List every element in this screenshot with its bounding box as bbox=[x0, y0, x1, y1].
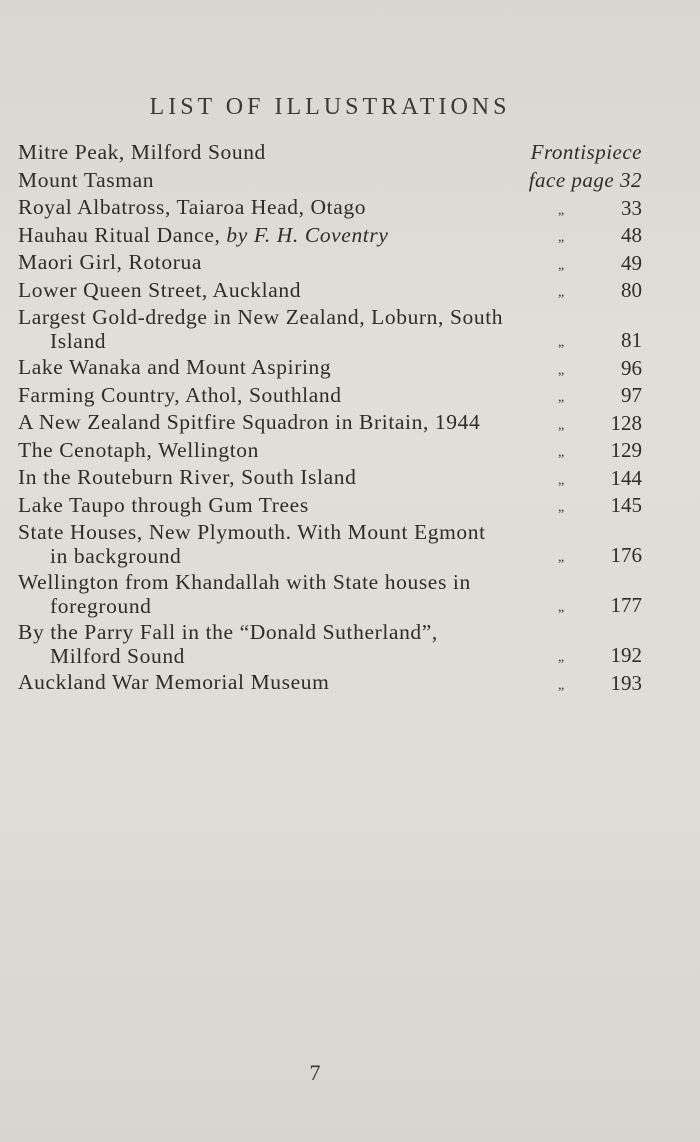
title-line-2: Island bbox=[50, 329, 107, 353]
title-line-1: By the Parry Fall in the “Donald Sutherland”, bbox=[18, 620, 438, 644]
list-item bbox=[18, 520, 648, 570]
page-number: 176 bbox=[610, 543, 642, 567]
ditto-mark: „ bbox=[558, 677, 565, 693]
ditto-mark: „ bbox=[558, 550, 565, 565]
page-number: 129 bbox=[610, 438, 642, 462]
illustration-title: Lower Queen Street, Auckland bbox=[18, 277, 302, 302]
title-line-2: foreground bbox=[50, 594, 152, 618]
page-number: 97 bbox=[621, 383, 642, 407]
title-line-1: State Houses, New Plymouth. With Mount Egmont bbox=[18, 520, 486, 544]
page-number: 33 bbox=[621, 195, 642, 220]
ditto-mark: „ bbox=[558, 202, 565, 218]
list-item bbox=[18, 383, 648, 411]
list-item bbox=[18, 493, 648, 521]
page-number: 81 bbox=[621, 328, 642, 352]
list-item bbox=[18, 620, 648, 670]
page-folio: 7 bbox=[309, 1060, 321, 1085]
list-item bbox=[18, 305, 648, 355]
list-item bbox=[18, 140, 648, 168]
illustration-title: Farming Country, Athol, Southland bbox=[18, 382, 342, 407]
list-item bbox=[18, 670, 648, 698]
title-line-1: Wellington from Khandallah with State houses in bbox=[18, 570, 471, 594]
list-item bbox=[18, 250, 648, 278]
illustration-title bbox=[18, 570, 518, 618]
ditto-mark: „ bbox=[558, 362, 565, 378]
ditto-mark: „ bbox=[558, 390, 565, 405]
page-number: 144 bbox=[610, 465, 642, 490]
illustrations-list bbox=[18, 140, 648, 698]
frontispiece-label: Frontispiece bbox=[530, 140, 642, 164]
page-number: 145 bbox=[610, 493, 642, 517]
ditto-mark: „ bbox=[558, 335, 565, 350]
page-number: 96 bbox=[621, 355, 642, 380]
title-line-1: Largest Gold-dredge in New Zealand, Loburn, South bbox=[18, 305, 504, 329]
ditto-mark: „ bbox=[558, 417, 565, 433]
illustration-title: Lake Wanaka and Mount Aspiring bbox=[18, 355, 332, 379]
illustration-title: In the Routeburn River, South Island bbox=[18, 465, 357, 489]
list-item bbox=[18, 438, 648, 466]
title-main: Hauhau Ritual Dance, bbox=[18, 222, 227, 247]
illustration-title: Mitre Peak, Milford Sound bbox=[18, 140, 266, 164]
page-number: 193 bbox=[610, 670, 642, 695]
face-page-label: face page 32 bbox=[528, 167, 642, 192]
illustration-title bbox=[18, 520, 518, 568]
ditto-mark: „ bbox=[558, 285, 565, 300]
illustration-title: A New Zealand Spitfire Squadron in Britain, 1944 bbox=[18, 410, 481, 434]
illustration-title: Auckland War Memorial Museum bbox=[18, 670, 330, 694]
list-item bbox=[18, 168, 648, 196]
ditto-mark: „ bbox=[558, 650, 565, 665]
illustration-title: Maori Girl, Rotorua bbox=[18, 250, 202, 274]
illustration-title: Lake Taupo through Gum Trees bbox=[18, 492, 309, 517]
title-line-2: Milford Sound bbox=[50, 644, 186, 668]
page-number: 48 bbox=[621, 223, 642, 247]
illustration-title: The Cenotaph, Wellington bbox=[18, 437, 259, 462]
ditto-mark: „ bbox=[558, 500, 565, 515]
page-number: 80 bbox=[621, 278, 642, 302]
list-item bbox=[18, 355, 648, 383]
illustration-title bbox=[18, 305, 518, 353]
list-item bbox=[18, 465, 648, 493]
page-number: 177 bbox=[610, 593, 642, 617]
title-line-2: in background bbox=[50, 544, 182, 568]
list-item bbox=[18, 570, 648, 620]
artist-credit: by F. H. Coventry bbox=[226, 222, 389, 247]
page-heading: LIST OF ILLUSTRATIONS bbox=[149, 94, 511, 120]
ditto-mark: „ bbox=[558, 445, 565, 460]
page-number: 49 bbox=[621, 250, 642, 275]
illustration-title bbox=[18, 223, 518, 247]
list-item bbox=[18, 278, 648, 306]
illustration-title bbox=[18, 620, 518, 668]
illustration-title: Mount Tasman bbox=[18, 167, 155, 192]
list-item bbox=[18, 195, 648, 223]
list-item bbox=[18, 410, 648, 438]
ditto-mark: „ bbox=[558, 257, 565, 273]
page-number: 128 bbox=[610, 410, 642, 435]
list-item bbox=[18, 223, 648, 251]
ditto-mark: „ bbox=[558, 472, 565, 488]
page-number: 192 bbox=[610, 643, 642, 667]
illustration-title: Royal Albatross, Taiaroa Head, Otago bbox=[18, 195, 367, 219]
ditto-mark: „ bbox=[558, 230, 565, 245]
ditto-mark: „ bbox=[558, 600, 565, 615]
